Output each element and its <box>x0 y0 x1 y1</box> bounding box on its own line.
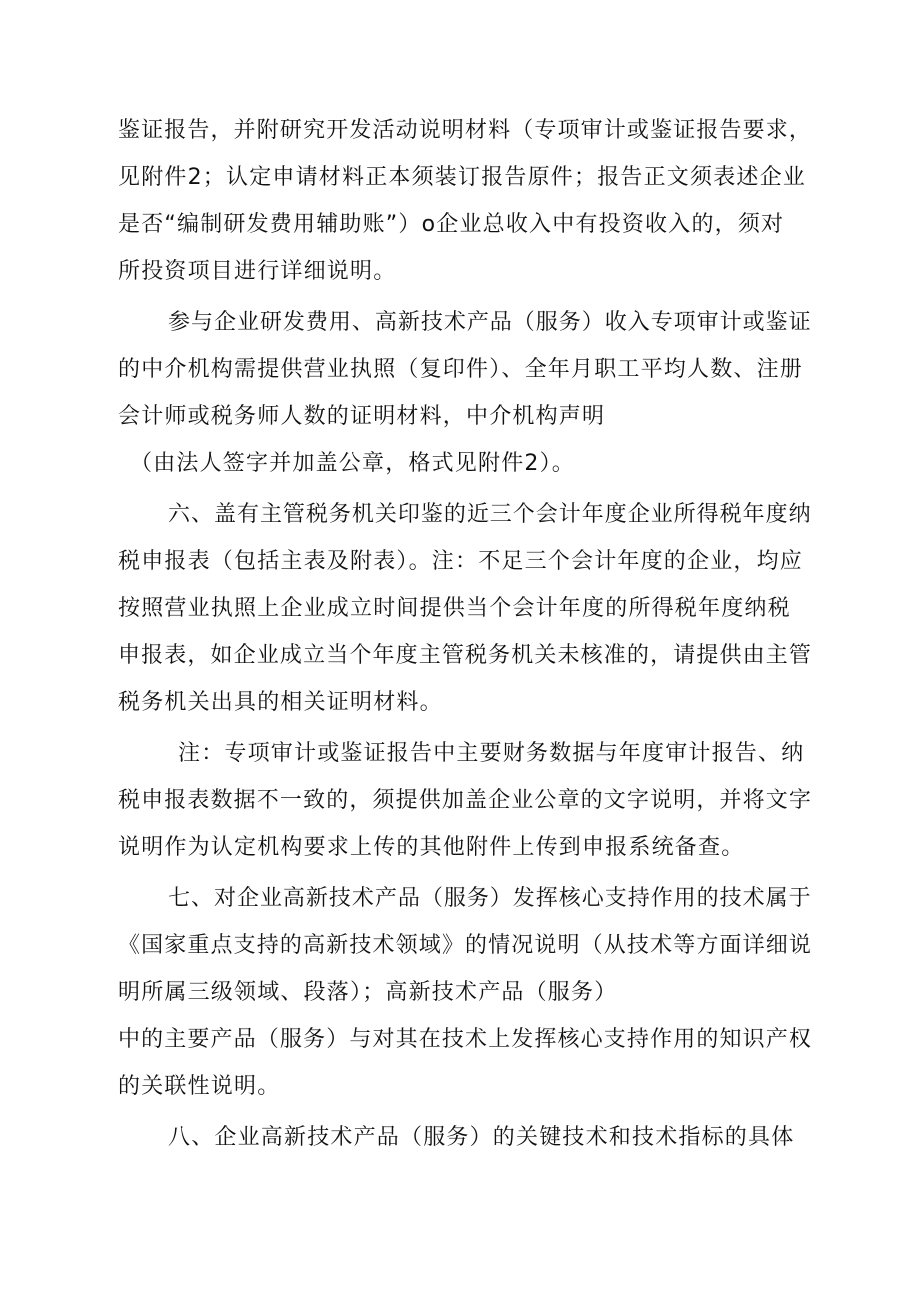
text-line: 所投资项目进行详细说明。 <box>118 259 397 284</box>
text-line: 按照营业执照上企业成立时间提供当个会计年度的所得税年度纳税 <box>118 596 791 621</box>
text-line: 《国家重点支持的高新技术领域》的情况说明（从技术等方面详细说 <box>118 933 813 958</box>
text-line: 税申报表数据不一致的，须提供加盖企业公章的文字说明，并将文字 <box>118 788 813 813</box>
text-line: 税务机关出具的相关证明材料。 <box>118 690 443 715</box>
text-line: 税申报表（包括主表及附表）。注：不足三个会计年度的企业，均应 <box>118 549 804 574</box>
text-line: 鉴证报告，并附研究开发活动说明材料（专项审计或鉴证报告要求， <box>118 118 813 143</box>
text-line: 是否“编制研发费用辅助账”）o企业总收入中有投资收入的，须对 <box>118 212 785 237</box>
text-line: 参与企业研发费用、高新技术产品（服务）收入专项审计或鉴证 <box>168 310 812 335</box>
text-line: 的关联性说明。 <box>118 1074 281 1099</box>
text-line: （由法人签字并加盖公章，格式见附件2）。 <box>130 451 575 476</box>
text-line: 明所属三级领域、段落）；高新技术产品（服务） <box>118 980 618 1005</box>
text-line: 申报表，如企业成立当个年度主管税务机关未核准的，请提供由主管 <box>118 643 813 668</box>
text-line: 会计师或税务师人数的证明材料，中介机构声明 <box>118 404 606 429</box>
text-line: 中的主要产品（服务）与对其在技术上发挥核心支持作用的知识产权 <box>118 1027 813 1052</box>
text-line: 注：专项审计或鉴证报告中主要财务数据与年度审计报告、纳 <box>178 741 805 766</box>
text-line: 说明作为认定机构要求上传的其他附件上传到申报系统备查。 <box>118 835 745 860</box>
text-line: 见附件2；认定申请材料正本须装订报告原件；报告正文须表述企业 <box>118 165 806 190</box>
text-line: 七、对企业高新技术产品（服务）发挥核心支持作用的技术属于 <box>168 886 812 911</box>
text-line: 的中介机构需提供营业执照（复印件）、全年月职工平均人数、注册 <box>118 357 804 382</box>
text-line: 八、企业高新技术产品（服务）的关键技术和技术指标的具体 <box>168 1125 795 1150</box>
text-line: 六、盖有主管税务机关印鉴的近三个会计年度企业所得税年度纳 <box>168 502 812 527</box>
